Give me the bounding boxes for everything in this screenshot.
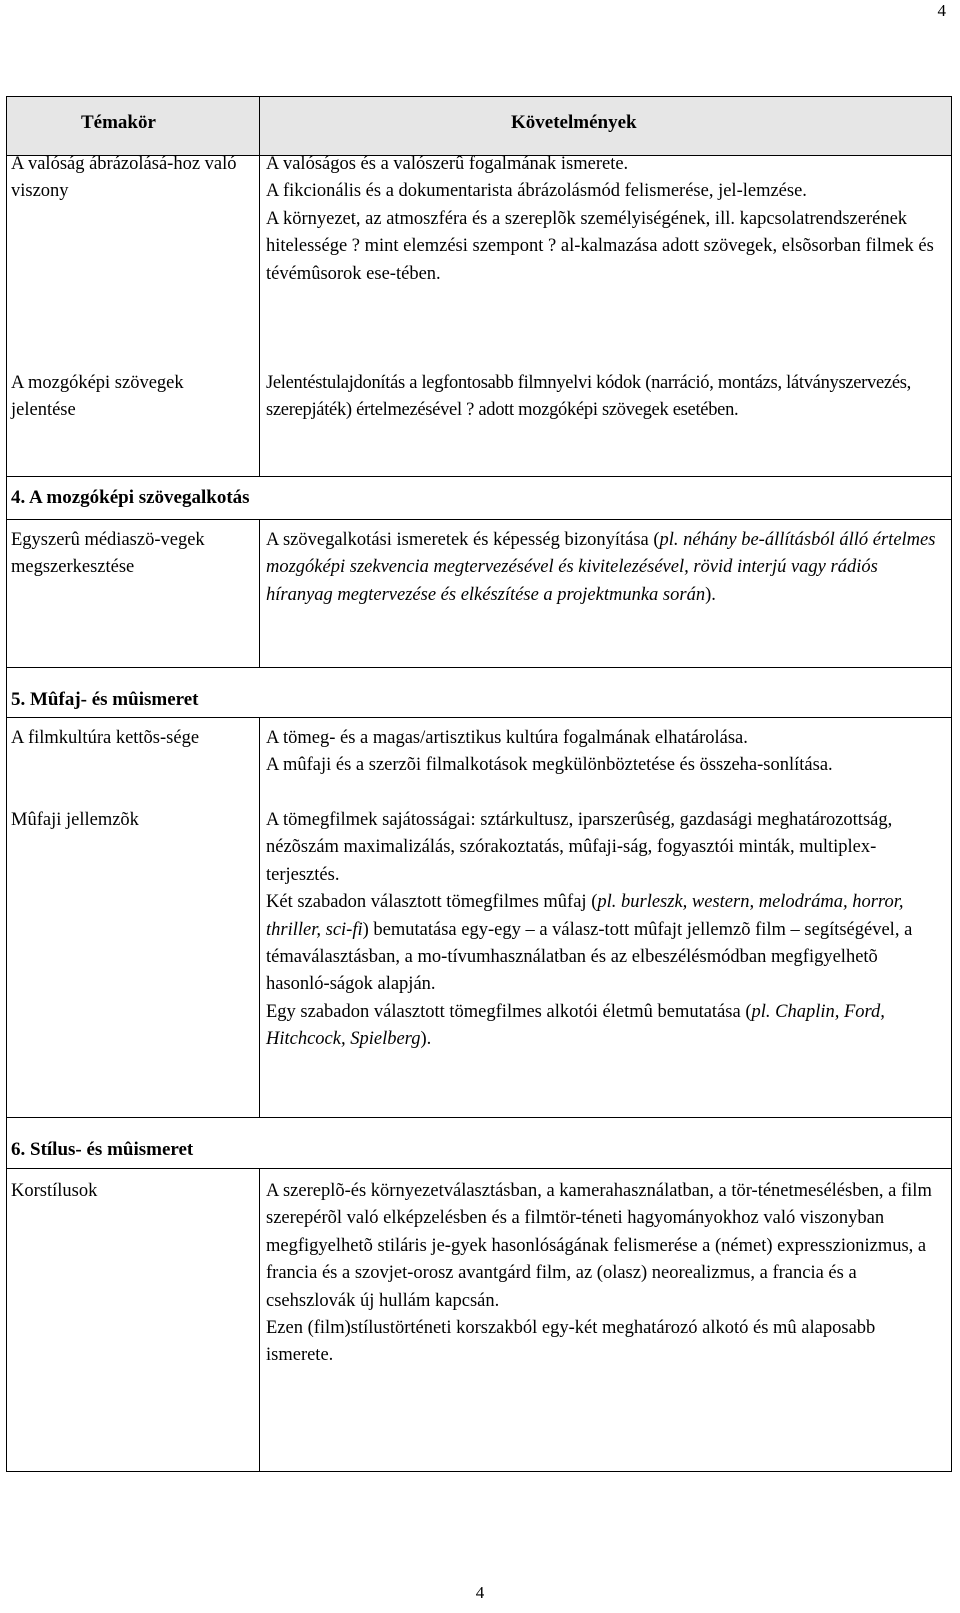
req-media-texts	[266, 527, 946, 609]
header-topic: Témakör	[81, 112, 156, 133]
row-divider	[7, 476, 951, 477]
section-5-title: 5. Mûfaj- és mûismeret	[11, 689, 199, 710]
column-divider	[259, 97, 260, 476]
topic-film-culture: A filmkultúra kettõs-sége	[11, 728, 200, 748]
section-6-title: 6. Stílus- és mûismeret	[11, 1139, 194, 1160]
topic-period-styles: Korstílusok	[11, 1181, 98, 1201]
req-meaning: Jelentéstulajdonítás a legfontosabb filmnyelvi kódok (narráció, montázs, látványszervezés, szerepjáték) értelmezésével ? adott mozgóképi szövegek esetében.	[266, 373, 911, 421]
row-divider	[7, 1168, 951, 1169]
req-line: Ezen (film)stílustörténeti korszakból egy-két meghatározó alkotó és mû alaposabb ismerete.	[266, 1318, 876, 1366]
table-header	[7, 97, 951, 156]
req-text-italic: pl. Chaplin, Ford, Hitchcock, Spielberg	[266, 1001, 885, 1050]
requirements-table	[6, 96, 952, 1472]
req-reality	[266, 151, 946, 288]
req-text-italic: pl. burleszk, western, melodráma, horror, thriller, sci-fi	[266, 892, 904, 940]
req-line: A szereplõ-és környezetválasztásban, a kamerahasználatban, a tör-ténetmesélésben, a film szerepérõl való elképzelésben és a filmtör-téneti hagyományokhoz való viszonyban megfigyelhetõ stiláris je-gyek hasonlóságának felismerése a (német) expresszionizmus, a francia és a szovjet-orosz avantgárd film, az (olasz) neorealizmus, a francia és a csehszlovák új hullám kapcsán.	[266, 1181, 932, 1311]
row-divider	[7, 717, 951, 718]
topic-genre: Mûfaji jellemzõk	[11, 810, 139, 830]
req-text: A szövegalkotási ismeretek és képesség bizonyítása (	[266, 530, 660, 550]
topic-reality: A valóság ábrázolásá-hoz való viszony	[11, 154, 237, 202]
req-line: A tömegfilmek sajátosságai: sztárkultusz, iparszerûség, gazdasági meghatározottság, nézõszám maximalizálás, szórakoztatás, mûfaji-ság, fogyasztói minták, multiplex-terjesztés.	[266, 810, 893, 885]
req-text: Egy szabadon választott tömegfilmes alkotói életmû bemutatása (	[266, 1001, 752, 1022]
section-4-title: 4. A mozgóképi szövegalkotás	[11, 487, 250, 508]
topic-meaning: A mozgóképi szövegek jelentése	[11, 373, 184, 421]
req-line: A környezet, az atmoszféra és a szereplõk személyiségének, ill. kapcsolatrendszerének hitelessége ? mint elemzési szempont ? al-kalmazása adott szövegek, elsõsorban filmek és tévémûsorok ese-tében.	[266, 208, 934, 284]
req-period-styles	[266, 1178, 946, 1370]
page-number-top: 4	[937, 1, 946, 20]
row-divider	[7, 1117, 951, 1118]
page-number-bottom: 4	[475, 1583, 485, 1602]
req-line: A tömeg- és a magas/artisztikus kultúra fogalmának elhatárolása.	[266, 728, 748, 748]
req-text: Két szabadon választott tömegfilmes mûfaj (	[266, 892, 598, 913]
req-text: ).	[420, 1029, 432, 1050]
req-film-culture	[266, 725, 946, 780]
req-line: A mûfaji és a szerzõi filmalkotások megkülönböztetése és összeha-sonlítása.	[266, 755, 833, 776]
req-line	[266, 999, 946, 1054]
req-text: ) bemutatása egy-egy – a válasz-tott mûfajt jellemzõ film – segítségével, a témaválasztásban, a mo-tívumhasználatban és az elbeszélésmódban megfigyelhetõ hasonló-ságok alapján.	[266, 919, 913, 995]
req-line: A valóságos és a valószerû fogalmának ismerete.	[266, 154, 629, 174]
header-requirements: Követelmények	[511, 112, 637, 133]
req-line: A fikcionális és a dokumentarista ábrázolásmód felismerése, jel-lemzése.	[266, 181, 807, 202]
row-divider	[7, 667, 951, 668]
column-divider	[259, 717, 260, 1117]
topic-media-texts: Egyszerû médiaszö-vegek megszerkesztése	[11, 530, 205, 578]
column-divider	[259, 519, 260, 667]
req-text: ).	[705, 584, 716, 605]
req-text-italic: pl. néhány be-állításból álló értelmes mozgóképi szekvencia megtervezésével és kivitelezésével, rövid interjú vagy rádiós híranyag megtervezése és elkészítése a projektmunka során	[266, 530, 936, 605]
row-divider	[7, 519, 951, 520]
column-divider	[259, 1168, 260, 1472]
req-genre	[266, 807, 946, 1054]
req-line	[266, 889, 946, 999]
